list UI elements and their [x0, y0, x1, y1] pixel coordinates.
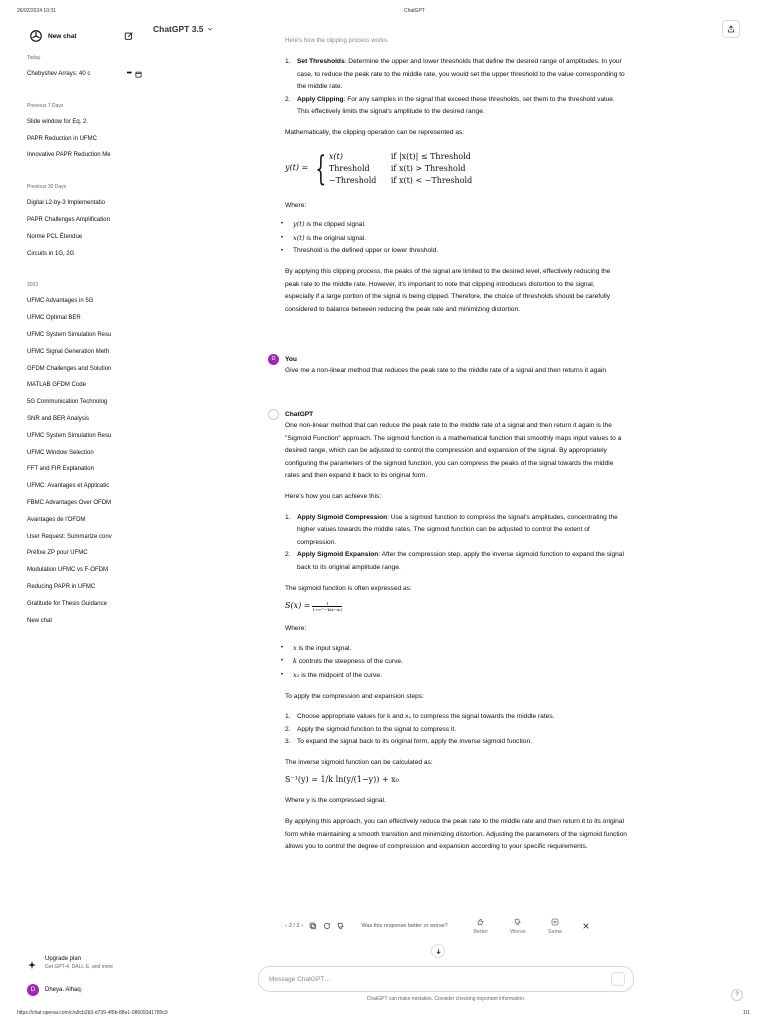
print-page-number: 1/1	[743, 1010, 750, 1016]
history-item[interactable]	[27, 329, 142, 346]
history-item-label: New chat	[27, 617, 53, 624]
history-group-label: Previous 7 Days	[27, 102, 64, 109]
fade-overlay	[122, 329, 142, 341]
message-author: You	[285, 355, 297, 363]
case-value: x(t)	[328, 151, 343, 161]
paragraph: The inverse sigmoid function can be calculated as:	[285, 758, 433, 766]
where-label: Where:	[285, 201, 307, 209]
history-item[interactable]	[27, 447, 142, 464]
upgrade-text	[45, 956, 113, 978]
ordered-list-item	[285, 711, 628, 724]
history-item[interactable]	[27, 346, 142, 363]
history-item[interactable]	[27, 133, 142, 150]
help-button[interactable]: ?	[731, 989, 743, 1001]
history-item[interactable]	[27, 214, 142, 231]
ordered-list-item	[285, 56, 625, 94]
response-pager	[285, 923, 303, 929]
history-item[interactable]	[27, 514, 142, 531]
step-title: Apply Sigmoid Expansion	[297, 551, 379, 559]
list-number: 1.	[285, 713, 291, 721]
pager-label: 2 / 2	[288, 923, 300, 929]
history-item-label: 5G Communication Technolog	[27, 399, 108, 406]
fade-overlay	[122, 480, 142, 492]
step-text: To expand the signal back to its original form, apply the inverse sigmoid function.	[297, 738, 532, 746]
bullet-text: is the input signal.	[296, 644, 352, 652]
history-item-label: Norme PCL Étendue	[27, 233, 83, 240]
chevron-down-icon	[207, 26, 213, 32]
step-text: : Determine the upper and lower thresholds that define the desired range of amplitudes. In your case, to reduce the peak rate to the middle rate, you would set the upper threshold to the value corresponding to the middle rate.	[297, 58, 625, 91]
fade-overlay	[122, 531, 142, 543]
assistant-message	[268, 408, 628, 854]
history-item-label: MATLAB GFDM Code	[27, 382, 86, 389]
sidebar	[17, 20, 142, 1004]
fade-overlay	[122, 430, 142, 442]
fraction-numerator: 1	[326, 600, 329, 606]
history-item-label: Innovative PAPR Reduction Me	[27, 152, 111, 159]
same-label: Same	[547, 928, 563, 935]
arrow-down-icon	[435, 948, 442, 955]
history-item[interactable]	[27, 615, 142, 632]
history-item-label: User Request: Summarize conv	[27, 533, 112, 540]
paragraph: By applying this approach, you can effectively reduce the peak rate to the middle rate and then return it to its original form while maintaining a smooth transition and minimizing distortion. Adjusting the parameters of the sigmoid function allows you to control the degree of compression and expansion according to your specific requirements.	[285, 818, 627, 851]
print-title: ChatGPT	[404, 8, 425, 14]
history-item[interactable]	[27, 197, 142, 214]
list-number: 1.	[285, 58, 291, 65]
bullet-item	[285, 218, 625, 232]
next-response-icon[interactable]: ›	[301, 923, 304, 929]
history-item-label: FBMC Advantages Over OFDM	[27, 499, 112, 506]
ordered-list-item	[285, 736, 628, 749]
list-number: 3.	[285, 738, 291, 746]
history-item[interactable]	[27, 149, 142, 166]
bullet-item	[285, 669, 628, 683]
worse-button[interactable]	[510, 918, 526, 935]
fade-overlay	[122, 197, 142, 209]
message-input[interactable]	[269, 973, 599, 985]
history-group-label: Previous 30 Days	[27, 184, 67, 191]
bullet-text: is the original signal.	[304, 234, 367, 242]
message-author: ChatGPT	[285, 410, 314, 418]
share-button[interactable]	[722, 20, 740, 38]
model-name: ChatGPT 3.5	[153, 24, 204, 34]
upgrade-subtitle: Get GPT-4, DALL·E, and more	[45, 964, 114, 970]
equal-icon	[551, 918, 559, 926]
history-item[interactable]	[27, 463, 142, 480]
math-symbol: x(t)	[293, 233, 305, 242]
chatgpt-avatar-icon	[268, 409, 279, 420]
history-item[interactable]	[27, 363, 142, 380]
message-body: Give me a non-linear method that reduces the peak rate to the middle rate of a signal and then returns it again	[285, 367, 607, 374]
step-text: : After the compression step, apply the inverse sigmoid function to expand the signal back to its original amplitude range.	[297, 551, 624, 571]
history-item[interactable]	[27, 312, 142, 329]
edit-icon[interactable]	[124, 31, 134, 41]
disclaimer-text: ChatGPT can make mistakes. Consider checking important information.	[366, 996, 526, 1002]
print-header	[0, 0, 768, 20]
history-item[interactable]	[27, 295, 142, 312]
history-item[interactable]	[27, 598, 142, 615]
user-name: Dheya. Alhaq.	[45, 987, 83, 993]
history-item[interactable]	[27, 531, 142, 548]
history-item-label: UFMC System Simulation Resu	[27, 331, 112, 338]
prev-response-icon[interactable]: ‹	[285, 923, 287, 929]
same-button[interactable]	[548, 918, 562, 935]
history-item[interactable]	[27, 430, 142, 447]
close-icon[interactable]	[582, 922, 590, 930]
paragraph: Where y is the compressed signal.	[285, 797, 386, 805]
piecewise-equation	[285, 146, 625, 192]
bullet-item	[285, 655, 628, 669]
fade-overlay	[122, 363, 142, 375]
user-menu-button[interactable]	[27, 982, 142, 998]
ordered-list-item	[285, 512, 628, 550]
paragraph: The sigmoid function is often expressed as:	[285, 584, 412, 592]
history-item-label: Reducing PAPR in UFMC	[27, 583, 96, 590]
sparkle-icon	[27, 960, 37, 970]
history-item[interactable]	[27, 547, 142, 564]
response-feedback-bar	[285, 913, 615, 939]
fade-overlay	[122, 497, 142, 509]
paragraph: To apply the compression and expansion steps:	[285, 692, 424, 700]
history-item[interactable]	[27, 480, 142, 497]
history-item[interactable]	[27, 116, 142, 133]
regenerate-icon[interactable]	[323, 922, 331, 930]
history-item[interactable]	[27, 396, 142, 413]
history-item-label: Chebyshev Arrays: 40 c	[27, 71, 91, 77]
ordered-list-item	[285, 549, 628, 574]
equation-cases	[329, 151, 472, 187]
list-number: 2.	[285, 95, 291, 103]
fade-overlay	[122, 346, 142, 358]
bullet-text: Threshold is the defined upper or lower threshold.	[293, 247, 439, 255]
copy-icon[interactable]	[309, 922, 317, 930]
sigmoid-equation	[285, 595, 628, 617]
worse-label: Worse	[510, 928, 526, 935]
history-item-label: UFMC Optimal BER	[27, 315, 81, 322]
history-item-label: PAPR Reduction in UFMC	[27, 135, 97, 142]
paragraph: One non-linear method that can reduce the peak rate to the middle rate of a signal and then return it again is the "Sigmoid Function" approach. The sigmoid function is a mathematical function that smoothly maps input values to a desired range, which can be adjusted to control the compression and expansion of the signal. By appropriately configuring the parameters of the sigmoid function, you can compress the peaks of the signal towards the middle rates and then expand it back to its original form.	[285, 422, 622, 480]
step-text: : Use a sigmoid function to compress the signal's amplitudes, concentrating the higher values towards the middle rates. The sigmoid function can be adjusted to control the extent of compression.	[297, 513, 618, 546]
upgrade-title: Upgrade plan	[45, 956, 82, 962]
model-selector[interactable]	[153, 24, 213, 34]
bullet-item	[285, 232, 625, 246]
case-value: −Threshold	[328, 175, 377, 185]
user-message	[268, 353, 628, 378]
fraction-denominator: 1+e^−k(x−x₀)	[312, 606, 343, 612]
math-symbol: x₀	[293, 670, 300, 679]
fade-overlay	[122, 396, 142, 408]
history-group-label: Today	[27, 55, 41, 61]
equation-lhs: y(t) =	[285, 163, 309, 173]
feedback-question: Was this response better or worse?	[361, 922, 448, 929]
chat-history	[27, 52, 142, 631]
bullet-item	[285, 642, 628, 656]
history-item-label: UFMC System Simulation Resu	[27, 432, 112, 439]
list-number: 1.	[285, 513, 291, 521]
case-condition: if x(t) < −Threshold	[390, 175, 473, 185]
history-item-label: Avantages de l'OFDM	[27, 516, 86, 523]
history-item[interactable]	[27, 379, 142, 396]
bullet-text: controls the steepness of the curve.	[297, 658, 403, 666]
step-text: Choose appropriate values for k and x₀ to compress the signal towards the middle rates.	[297, 713, 555, 721]
where-label: Where:	[285, 625, 307, 633]
math-symbol: k	[293, 657, 297, 666]
thumbs-down-icon[interactable]	[337, 922, 345, 930]
message-header	[268, 353, 628, 365]
history-item[interactable]	[27, 581, 142, 598]
step-title: Apply Sigmoid Compression	[297, 513, 388, 521]
thumbs-down-icon	[514, 918, 522, 926]
history-item-actions	[127, 68, 142, 80]
history-item-label: Digital L2-by-3 Implementatio	[27, 200, 106, 207]
fade-overlay	[122, 149, 142, 161]
scroll-to-bottom-button[interactable]	[431, 944, 445, 958]
bullet-text: is the clipped signal.	[304, 221, 366, 229]
bullet-text: is the midpoint of the curve.	[299, 671, 382, 679]
step-title: Set Thresholds	[297, 58, 345, 65]
archive-icon[interactable]	[135, 71, 142, 78]
print-url: https://chat.openai.com/c/a9cb2b3-d739-4f5b-88e1-086093d1780c9	[17, 1010, 168, 1016]
history-group-label: 2023	[27, 282, 39, 289]
equation-lhs: S(x) =	[285, 600, 311, 610]
history-item-label: UFMC Advantages in 5G	[27, 298, 94, 305]
history-item[interactable]	[27, 68, 142, 85]
send-button[interactable]	[611, 972, 625, 986]
step-text: Apply the sigmoid function to the signal to compress it.	[297, 725, 457, 733]
bullet-item	[285, 245, 625, 258]
assistant-message-continued	[285, 36, 625, 316]
case-value: Threshold	[328, 163, 370, 173]
list-number: 2.	[285, 551, 291, 559]
history-item-label: Slide window for Eq. 2.	[27, 118, 89, 125]
history-item-label: UFMC: Avantages et Applicatic	[27, 483, 110, 490]
step-title: Apply Clipping	[297, 95, 344, 103]
math-intro: Mathematically, the clipping operation can be represented as:	[285, 128, 465, 136]
history-item-label: SNR and BER Analysis	[27, 415, 90, 422]
history-item-label: GFDM Challenges and Solution	[27, 365, 112, 372]
history-item-label: UFMC Signal Generation Meth	[27, 348, 110, 355]
print-footer	[0, 1004, 768, 1024]
history-item[interactable]	[27, 413, 142, 430]
more-options-icon[interactable]: •••	[126, 70, 131, 77]
openai-logo-icon	[29, 29, 43, 43]
history-item[interactable]	[27, 497, 142, 514]
ordered-list-item	[285, 724, 628, 737]
upgrade-plan-button[interactable]	[27, 956, 142, 978]
message-body	[268, 420, 628, 854]
inverse-sigmoid-equation: S⁻¹(y) = 1/k ln(y/(1−y)) + x₀	[285, 775, 399, 785]
message-composer	[258, 966, 634, 992]
better-button[interactable]	[473, 918, 488, 935]
fraction	[312, 601, 342, 612]
clip-conclusion: By applying this clipping process, the peaks of the signal are limited to the desired level, effectively reducing the peak rate to the middle rate. However, it's important to note that clipping introduces distortion to the signal, especially if a large portion of the signal is being clipped. Therefore, the choice of thresholds should be carefully considered to balance between reducing the peak rate and minimizing distortion.	[285, 267, 611, 313]
history-item-label: Gratitude for Thesis Guidance	[27, 600, 107, 607]
paragraph: Here's how you can achieve this:	[285, 492, 382, 500]
history-item[interactable]	[27, 248, 142, 265]
history-item-label: UFMC Window Selection	[27, 449, 94, 456]
user-avatar: D	[27, 984, 39, 996]
fade-overlay	[122, 214, 142, 226]
new-chat-label: New chat	[48, 32, 77, 40]
math-symbol: y(t)	[293, 220, 305, 229]
message-header	[268, 408, 628, 420]
better-label: Better	[473, 928, 489, 935]
ordered-list-item	[285, 94, 625, 119]
case-condition: if x(t) > Threshold	[390, 163, 466, 173]
history-item[interactable]	[27, 231, 142, 248]
print-date: 26/02/2024 10:31	[17, 8, 56, 14]
brace-glyph: {	[315, 148, 327, 189]
history-item-label: Préfixe ZP pour UFMC	[27, 550, 88, 557]
user-avatar: D	[268, 354, 279, 365]
share-icon	[727, 25, 735, 33]
case-condition: if |x(t)| ≤ Threshold	[390, 151, 471, 161]
math-symbol: x	[293, 643, 297, 652]
truncated-line: Here's how the clipping process works:	[285, 38, 389, 44]
history-item-label: FFT and FIR Explanation	[27, 466, 94, 473]
history-item[interactable]	[27, 564, 142, 581]
new-chat-button[interactable]	[17, 24, 142, 48]
history-item-label: PAPR Challenges Amplification	[27, 216, 110, 223]
thumbs-up-icon	[477, 918, 485, 926]
history-item-label: Modulation UFMC vs F-OFDM	[27, 567, 109, 574]
list-number: 2.	[285, 725, 291, 733]
step-text: : For any samples in the signal that exceed these thresholds, set them to the threshold value. This effectively limits the signal's amplitude to the desired range.	[297, 95, 615, 116]
history-item-label: Circuits in 1G, 2G	[27, 250, 75, 257]
